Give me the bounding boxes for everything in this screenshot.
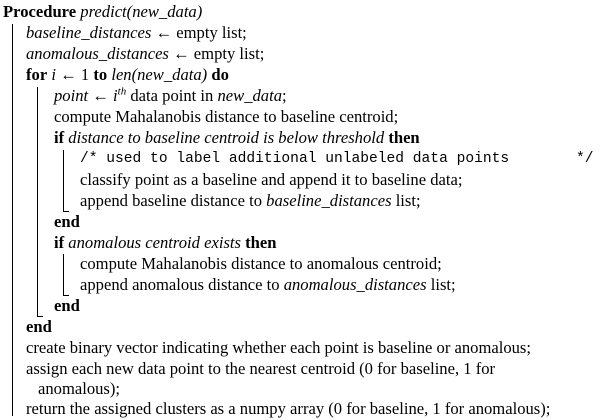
line-text: list; xyxy=(395,191,421,210)
var-new-data: new_data xyxy=(217,86,283,105)
if-keyword: if xyxy=(54,128,65,147)
assign-arrow: ← xyxy=(60,65,77,84)
if-keyword: if xyxy=(54,233,65,252)
line-append-anomalous xyxy=(80,275,456,296)
line-text: create binary vector indicating whether each point is baseline or anomalous; xyxy=(26,338,531,357)
line-text: anomalous); xyxy=(38,379,121,398)
line-return xyxy=(26,399,550,420)
line-init-anomalous xyxy=(26,44,264,65)
line-if-anomalous xyxy=(54,233,277,254)
then-keyword: then xyxy=(388,128,420,147)
line-compute-anomalous xyxy=(80,254,442,275)
var-baseline-distances: baseline_distances xyxy=(26,23,152,42)
line-for-loop xyxy=(26,65,229,86)
loop-bound: len(new_data) xyxy=(111,65,208,84)
line-point-assign xyxy=(54,86,287,107)
var-anomalous-distances: anomalous_distances xyxy=(283,275,427,294)
procedure-scope-bar xyxy=(12,24,13,416)
line-text: compute Mahalanobis distance to baseline centroid; xyxy=(54,107,399,126)
if-baseline-scope-bar xyxy=(63,150,64,212)
index-var: i xyxy=(113,86,118,105)
var-baseline-distances: baseline_distances xyxy=(266,191,392,210)
to-keyword: to xyxy=(93,65,108,84)
var-anomalous-distances: anomalous_distances xyxy=(26,44,169,63)
line-text: compute Mahalanobis distance to anomalous centroid; xyxy=(80,254,442,273)
assign-arrow: ← xyxy=(173,44,190,63)
end-for: end xyxy=(26,317,52,336)
line-compute-baseline xyxy=(54,107,398,128)
line-comment xyxy=(80,149,509,170)
procedure-keyword: Procedure xyxy=(3,2,77,21)
ordinal-superscript: th xyxy=(117,85,127,98)
line-text: classify point as a baseline and append it to baseline data; xyxy=(80,170,463,189)
line-if-threshold xyxy=(54,128,420,149)
do-keyword: do xyxy=(211,65,229,84)
line-assign-centroid-cont xyxy=(38,379,120,400)
line-text: empty list; xyxy=(176,23,247,42)
assign-arrow: ← xyxy=(92,86,109,105)
line-text: empty list; xyxy=(193,44,265,63)
line-classify-baseline xyxy=(80,170,462,191)
line-text: list; xyxy=(430,275,456,294)
line-append-baseline xyxy=(80,191,421,212)
end-if-anomalous: end xyxy=(54,296,80,315)
line-text: return the assigned clusters as a numpy array (0 for baseline, 1 for anomalous); xyxy=(26,399,551,418)
line-text: assign each new data point to the nearest centroid (0 for baseline, 1 for xyxy=(26,359,496,378)
comment-text: /* used to label additional unlabeled data points xyxy=(80,151,510,167)
comment-end: */ xyxy=(576,151,594,167)
line-assign-centroid xyxy=(26,359,495,380)
if-anomalous-scope-bar xyxy=(63,254,64,296)
var-point: point xyxy=(54,86,89,105)
end-if-baseline: end xyxy=(54,212,80,231)
condition-text: anomalous centroid exists xyxy=(68,233,241,252)
line-binary-vector xyxy=(26,338,531,359)
condition-text: distance to baseline centroid is below threshold xyxy=(68,128,385,147)
procedure-name: predict(new_data) xyxy=(80,2,203,21)
assign-arrow: ← xyxy=(155,23,173,42)
line-text: data point in xyxy=(130,86,214,105)
semicolon: ; xyxy=(282,86,287,105)
loop-start: 1 xyxy=(80,65,90,84)
procedure-header xyxy=(3,2,202,23)
line-text: append baseline distance to xyxy=(80,191,263,210)
then-keyword: then xyxy=(245,233,277,252)
for-scope-bar xyxy=(37,87,38,317)
for-keyword: for xyxy=(26,65,48,84)
line-init-baseline xyxy=(26,23,247,44)
line-text: append anomalous distance to xyxy=(80,275,280,294)
loop-var: i xyxy=(51,65,56,84)
